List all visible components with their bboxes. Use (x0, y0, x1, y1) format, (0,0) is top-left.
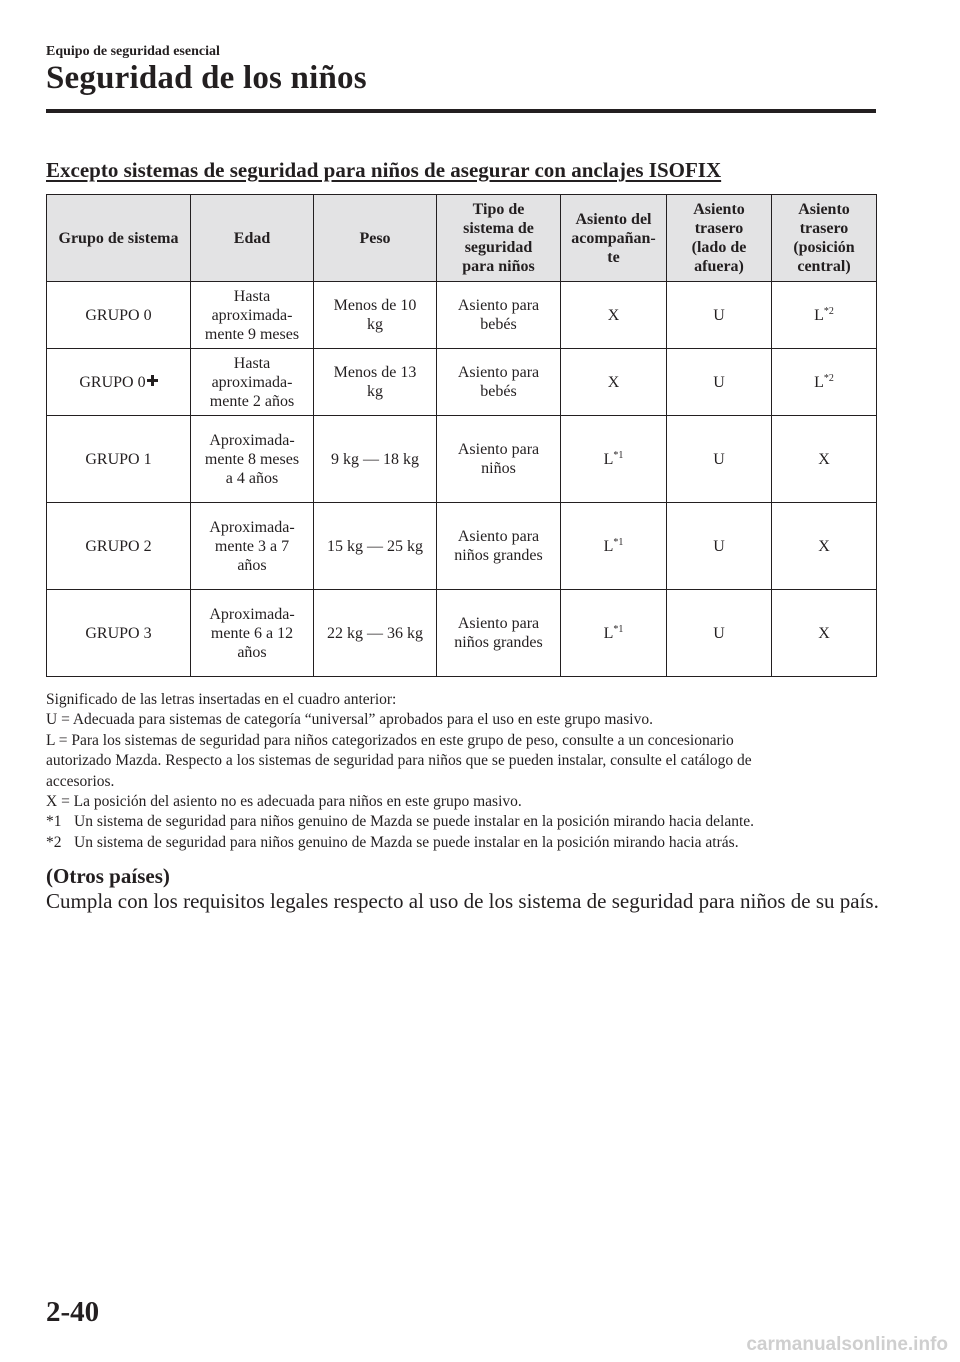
age-cell (191, 282, 314, 349)
header-line: (lado de (691, 239, 747, 256)
weight-cell (314, 590, 437, 677)
header-cell (191, 195, 314, 282)
title-divider (46, 109, 876, 113)
suitability-cell (772, 503, 877, 590)
legend-x: X = La posición del asiento no es adecuada para niños en este grupo masivo. (46, 793, 522, 811)
other-countries-heading: (Otros países) (46, 864, 170, 888)
suitability-cell (561, 590, 667, 677)
legend (46, 690, 886, 853)
type-line: niños (481, 460, 516, 477)
suitability-letter: U (713, 537, 725, 555)
suitability-cell (667, 282, 772, 349)
seat-type-cell (437, 282, 561, 349)
age-cell (191, 416, 314, 503)
suitability-letter: X (818, 450, 830, 468)
suitability-cell (561, 503, 667, 590)
header-line: (posición (793, 239, 855, 256)
group-label: GRUPO 0 (79, 373, 146, 391)
table-row (47, 349, 877, 416)
weight-cell (314, 349, 437, 416)
suitability-cell (561, 349, 667, 416)
weight-line: kg (367, 383, 383, 400)
other-countries-text: Cumpla con los requisitos legales respecto al uso de los sistema de seguridad para niños de su país. (46, 889, 879, 913)
age-line: mente 2 años (209, 392, 295, 410)
header-line: para niños (462, 258, 535, 275)
footnote-ref: *2 (823, 372, 834, 384)
header-line: Asiento (693, 201, 745, 218)
table-row (47, 590, 877, 677)
table-row (47, 282, 877, 349)
footnote-1-mark: *1 (46, 813, 62, 831)
group-label: GRUPO 1 (85, 450, 152, 468)
age-line: Hasta (233, 354, 271, 372)
header-line: Tipo de (472, 201, 525, 218)
legend-u: U = Adecuada para sistemas de categoría “universal” aprobados para el uso en este grupo masivo. (46, 711, 653, 729)
seat-type-cell (437, 349, 561, 416)
group-label: GRUPO 0 (85, 306, 152, 324)
type-line: Asiento para (457, 364, 540, 381)
header-line: Edad (233, 229, 271, 247)
seat-type-cell (437, 590, 561, 677)
suitability-letter: L (814, 306, 824, 324)
group-label: GRUPO 2 (85, 537, 152, 555)
weight-cell (314, 416, 437, 503)
age-cell (191, 503, 314, 590)
header-line: Grupo de sistema (58, 229, 179, 247)
footnote-1 (46, 812, 886, 832)
group-cell (47, 590, 191, 677)
suitability-letter: U (713, 624, 725, 642)
header-line: afuera) (694, 258, 744, 275)
legend-intro: Significado de las letras insertadas en el cuadro anterior: (46, 691, 397, 708)
age-line: aproximada- (211, 373, 293, 391)
watermark: carmanualsonline.info (746, 1334, 948, 1355)
footnote-2-mark: *2 (46, 833, 62, 851)
header-line: te (607, 248, 620, 266)
weight-line: Menos de 10 (333, 297, 417, 314)
table-heading: Excepto sistemas de seguridad para niños de asegurar con anclajes ISOFIX (46, 158, 722, 182)
header-line: sistema de (463, 220, 534, 237)
header-line: Peso (359, 229, 391, 247)
footnote-ref: *1 (613, 449, 624, 461)
weight-line: Menos de 13 (333, 364, 417, 381)
footnote-2-text: Un sistema de seguridad para niños genuino de Mazda se puede instalar en la posición mirando hacia atrás. (74, 833, 739, 851)
footnote-ref: *1 (613, 623, 624, 635)
group-label: GRUPO 3 (85, 624, 152, 642)
group-cell (47, 349, 191, 416)
legend-l-line2: autorizado Mazda. Respecto a los sistemas de seguridad para niños que se pueden instalar, consulte el catálogo de (46, 752, 752, 770)
child-seat-table (46, 194, 877, 677)
suitability-cell (561, 282, 667, 349)
type-line: niños grandes (454, 547, 543, 564)
suitability-letter: L (814, 373, 824, 391)
footnote-ref: *2 (823, 305, 834, 317)
suitability-cell (772, 416, 877, 503)
age-cell (191, 349, 314, 416)
type-line: Asiento para (457, 528, 540, 545)
age-line: mente 8 meses (204, 450, 300, 468)
suitability-letter: X (607, 306, 620, 324)
type-line: Asiento para (457, 441, 540, 458)
plus-icon (147, 375, 158, 386)
header-line: central) (797, 258, 851, 275)
header-cell (47, 195, 191, 282)
seat-type-cell (437, 416, 561, 503)
age-line: a 4 años (225, 469, 279, 487)
weight-cell (314, 503, 437, 590)
header-cell (314, 195, 437, 282)
type-line: Asiento para (457, 297, 540, 314)
section-label: Equipo de seguridad esencial (46, 44, 220, 59)
type-line: bebés (480, 383, 517, 400)
age-line: mente 6 a 12 (210, 624, 294, 642)
header-cell (667, 195, 772, 282)
header-line: Asiento (798, 201, 850, 218)
header-line: acompañan- (571, 229, 656, 247)
weight-line: 9 kg ― 18 kg (331, 450, 419, 468)
suitability-letter: X (818, 624, 830, 642)
age-line: años (237, 556, 267, 574)
suitability-letter: L (603, 537, 614, 555)
header-cell (772, 195, 877, 282)
group-cell (47, 416, 191, 503)
age-line: mente 3 a 7 (214, 537, 290, 555)
age-line: Aproximada- (209, 431, 295, 449)
legend-l-line1: L = Para los sistemas de seguridad para niños categorizados en este grupo de peso, consulte a un concesionario (46, 731, 734, 749)
seat-type-cell (437, 503, 561, 590)
suitability-cell (772, 282, 877, 349)
suitability-cell (772, 349, 877, 416)
suitability-cell (667, 590, 772, 677)
header-line: trasero (799, 220, 849, 237)
suitability-letter: L (603, 624, 614, 642)
footnote-ref: *1 (613, 536, 624, 548)
type-line: Asiento para (457, 615, 540, 632)
age-line: Aproximada- (209, 605, 295, 623)
page-number: 2-40 (46, 1296, 100, 1328)
header-cell (437, 195, 561, 282)
weight-line: 15 kg ― 25 kg (327, 537, 423, 555)
footnote-2 (46, 833, 886, 853)
header-line: seguridad (464, 239, 533, 256)
type-line: niños grandes (454, 634, 543, 651)
suitability-cell (667, 349, 772, 416)
header-line: trasero (694, 220, 744, 237)
table-row (47, 416, 877, 503)
suitability-cell (772, 590, 877, 677)
suitability-letter: U (713, 450, 725, 468)
legend-l-line3: accesorios. (46, 772, 115, 790)
footnote-1-text: Un sistema de seguridad para niños genuino de Mazda se puede instalar en la posición mirando hacia delante. (74, 813, 755, 831)
table-header-row (47, 195, 877, 282)
age-line: Hasta (233, 287, 271, 305)
weight-line: kg (367, 316, 383, 333)
age-line: aproximada- (211, 306, 293, 324)
type-line: bebés (480, 316, 517, 333)
age-cell (191, 590, 314, 677)
suitability-letter: X (818, 537, 830, 555)
suitability-letter: X (607, 373, 620, 391)
weight-line: 22 kg ― 36 kg (327, 624, 423, 642)
suitability-letter: U (713, 373, 725, 391)
suitability-letter: L (603, 450, 614, 468)
suitability-cell (561, 416, 667, 503)
weight-cell (314, 282, 437, 349)
header-line: Asiento del (575, 210, 652, 228)
suitability-cell (667, 503, 772, 590)
age-line: años (237, 643, 267, 661)
table-body (47, 282, 877, 677)
group-cell (47, 282, 191, 349)
header-cell (561, 195, 667, 282)
suitability-cell (667, 416, 772, 503)
age-line: Aproximada- (209, 518, 295, 536)
page-title: Seguridad de los niños (46, 60, 367, 96)
group-cell (47, 503, 191, 590)
table-row (47, 503, 877, 590)
age-line: mente 9 meses (204, 325, 300, 343)
suitability-letter: U (713, 306, 725, 324)
